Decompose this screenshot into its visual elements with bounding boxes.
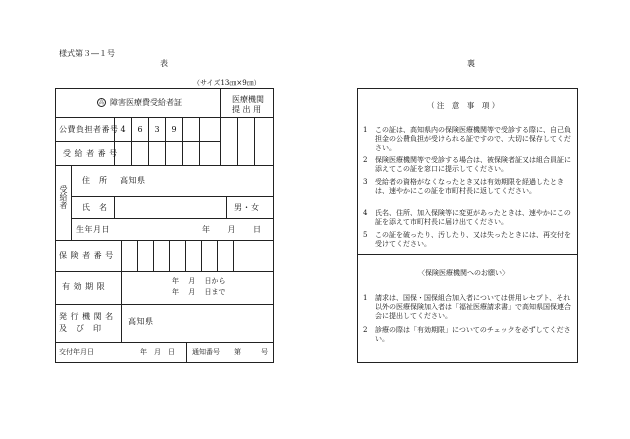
note-number: 4 <box>363 209 368 217</box>
col-divider <box>226 196 227 218</box>
request-number: 2 <box>363 326 368 334</box>
note-text: 保険医療機関等で受診する場合は、被保険者証又は組合員証に添えてこの証を窓口に提示してください。 <box>375 156 571 173</box>
col-divider <box>114 196 115 218</box>
col-divider <box>201 240 202 271</box>
row-divider <box>55 240 274 241</box>
request-title: 〈保険医療機関へのお願い〉 <box>418 269 509 277</box>
col-divider <box>237 117 238 141</box>
request-item <box>363 294 575 321</box>
notice-number-prefix: 第 <box>234 348 241 356</box>
col-divider <box>237 141 238 165</box>
row-divider <box>55 342 274 343</box>
note-number: 2 <box>363 156 368 164</box>
issue-date-value: 年 月 日 <box>140 348 175 356</box>
col-divider <box>199 117 200 141</box>
provider-use-line2: 提 出 用 <box>232 105 262 114</box>
note-item <box>363 126 575 150</box>
insurer-number-label: 保 険 者 番 号 <box>59 251 114 260</box>
name-label: 氏 名 <box>82 203 108 212</box>
row-divider <box>55 165 274 166</box>
col-divider <box>165 141 166 165</box>
recipient-group-label: 受給者 <box>59 185 68 209</box>
validity-from: 年 月 日から <box>172 277 226 285</box>
row-divider <box>55 141 220 142</box>
prefecture-seal-icon: 高 <box>98 100 104 106</box>
note-text: この証は、高知県内の保険医療機関等で受診する際に、自己負担金の公費負担が受けられる証ですので、大切に保存してください。 <box>375 126 571 152</box>
col-divider <box>199 141 200 165</box>
form-number: 様式第３―１号 <box>59 49 115 58</box>
col-divider <box>121 271 122 342</box>
size-note: （サイズ13㎝×9㎝） <box>193 79 261 87</box>
burden-digit: 4 <box>120 125 126 134</box>
validity-to: 年 月 日まで <box>172 288 226 296</box>
request-number: 1 <box>363 294 368 302</box>
col-divider <box>254 117 255 141</box>
note-number: 3 <box>363 178 368 186</box>
row-divider <box>55 304 274 305</box>
notice-number-label: 通知番号 <box>192 348 220 356</box>
request-item <box>363 326 575 344</box>
address-label: 住 所 <box>82 176 108 185</box>
burden-number-label: 公費負担者番号 <box>59 125 119 134</box>
section-divider <box>357 254 578 255</box>
notes-title: （ 注 意 事 項 ） <box>427 101 500 110</box>
col-divider <box>121 240 122 271</box>
requests-list <box>363 294 575 354</box>
gender-value: 男・女 <box>234 203 260 212</box>
certificate-title: 障害医療費受給者証 <box>110 98 182 107</box>
burden-digit: 9 <box>171 125 177 134</box>
birth-value: 年 月 日 <box>202 225 262 234</box>
validity-label: 有 効 期 限 <box>62 282 106 291</box>
request-text: 診療の際は「有効期限」についてのチェックを必ずしてください。 <box>375 326 571 343</box>
row-divider <box>55 271 274 272</box>
col-divider <box>220 141 221 165</box>
col-divider <box>148 141 149 165</box>
col-divider <box>254 141 255 165</box>
provider-use-line1: 医療機関 <box>232 95 264 104</box>
burden-digit: 3 <box>154 125 160 134</box>
col-divider <box>186 342 187 363</box>
note-item <box>363 231 575 249</box>
burden-digit: 6 <box>137 125 143 134</box>
note-text: この証を破ったり、汚したり、又は失ったときには、再交付を受けてください。 <box>375 231 571 248</box>
col-divider <box>71 165 72 240</box>
col-divider <box>182 117 183 141</box>
notes-list <box>363 126 575 251</box>
note-item <box>363 178 575 196</box>
request-text: 請求は、国保・国保組合加入者については併用レセプト、それ以外の医療保険加入者は「福祉医療請求書」で高知県国保連合会に提出してください。 <box>375 294 571 320</box>
issue-date-label: 交付年月日 <box>59 348 94 356</box>
col-divider <box>217 240 218 271</box>
notice-number-suffix: 号 <box>261 348 268 356</box>
address-value: 高知県 <box>120 176 146 185</box>
row-divider <box>71 196 274 197</box>
birth-label: 生年月日 <box>76 225 110 234</box>
note-number: 5 <box>363 231 368 239</box>
issuer-label-line2: 及 び 印 <box>59 324 102 333</box>
recipient-number-label: 受 給 者 番 号 <box>63 149 118 158</box>
note-text: 受給者の資格がなくなったとき又は有効期限を経過したときは、速やかにこの証を市町村長に返してください。 <box>375 178 564 195</box>
issuer-value: 高知県 <box>128 317 154 326</box>
back-heading: 裏 <box>467 59 475 68</box>
col-divider <box>137 240 138 271</box>
issuer-label-line1: 発 行 機 関 名 <box>59 312 114 321</box>
note-item <box>363 209 575 227</box>
col-divider <box>131 141 132 165</box>
front-heading: 表 <box>160 59 168 68</box>
row-divider <box>71 218 274 219</box>
col-divider <box>169 240 170 271</box>
col-divider <box>182 141 183 165</box>
note-number: 1 <box>363 126 368 134</box>
col-divider <box>185 240 186 271</box>
note-item <box>363 156 575 174</box>
col-divider <box>153 240 154 271</box>
note-text: 氏名、住所、加入保険等に変更があったときは、速やかにこの証を添えて市町村長に届け出てください。 <box>375 209 571 226</box>
col-divider <box>233 240 234 271</box>
